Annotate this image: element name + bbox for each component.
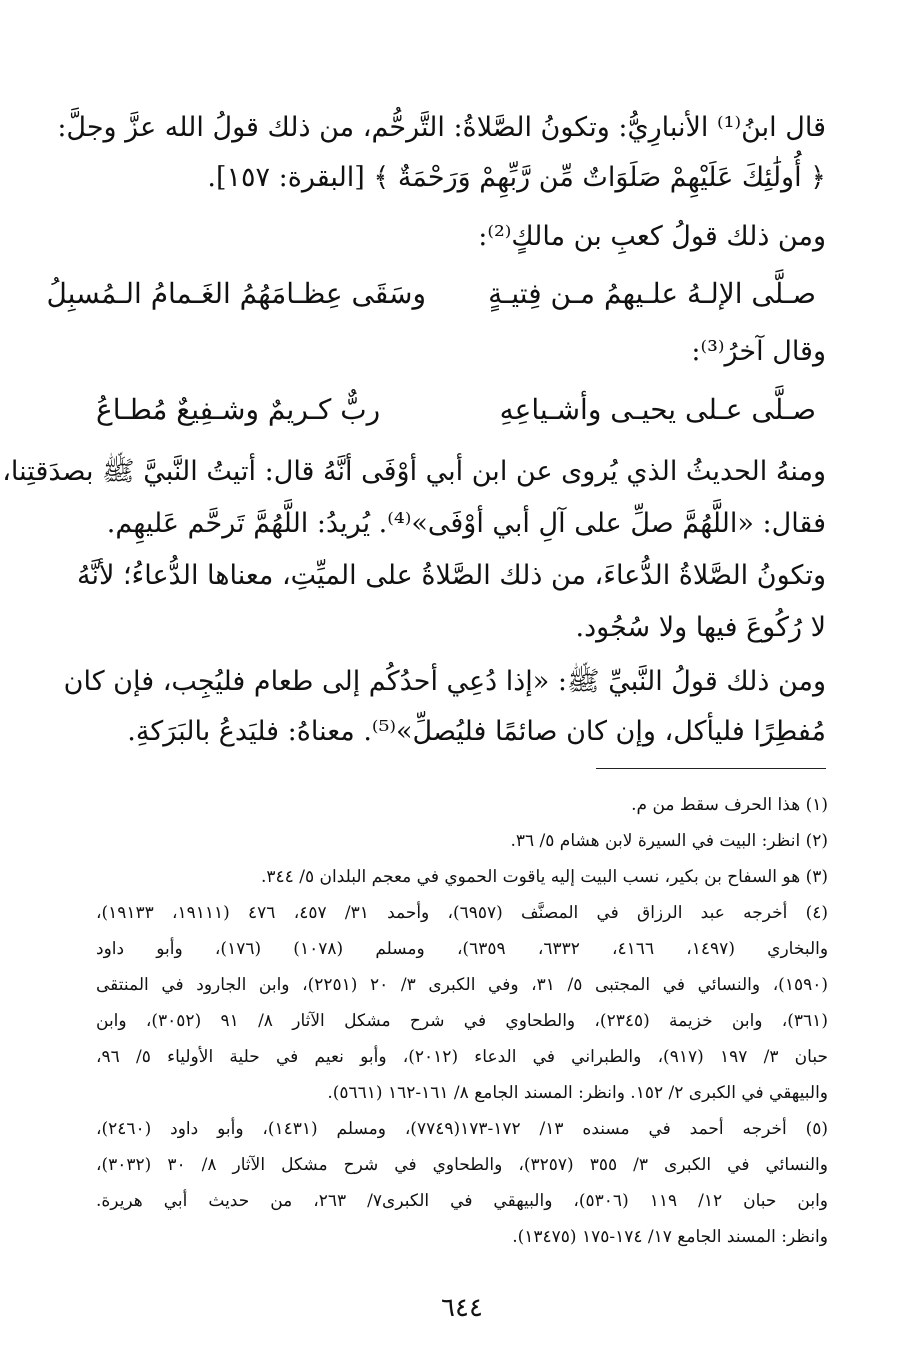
footnote-line: والنسائي في الكبرى ٣/ ٣٥٥ (٣٢٥٧)، والطحاوي في شرح مشكل الآثار ٨/ ٣٠ (٣٠٣٢)، xyxy=(96,1155,828,1175)
footnote-line: (٥) أخرجه أحمد في مسنده ١٣/ ١٧٢-١٧٣(٧٧٤٩)، ومسلم (١٤٣١)، وأبو داود (٢٤٦٠)، xyxy=(96,1119,829,1139)
footnote-line: (٣٦١)، وابن خزيمة (٢٣٤٥)، والطحاوي في شرح مشكل الآثار ٨/ ٩١ (٣٠٥٢)، وابن xyxy=(96,1011,828,1031)
body-line: وتكونُ الصَّلاةُ الدُّعاءَ، من ذلك الصَّلاةُ على الميِّتِ، معناها الدُّعاءُ؛ لأنَّهُ xyxy=(76,560,826,591)
body-line: ومن ذلك قولُ كعبِ بن مالكٍ⁽²⁾: xyxy=(478,221,826,252)
footnote-line: والبخاري (١٤٩٧، ٤١٦٦، ٦٣٣٢، ٦٣٥٩)، ومسلم (١٠٧٨) (١٧٦)، وأبو داود xyxy=(96,939,829,959)
body-line: فقال: «اللَّهُمَّ صلِّ على آلِ أبي أوْفَى»⁽⁴⁾. يُريدُ: اللَّهُمَّ تَرحَّم عَليهِم. xyxy=(106,508,826,539)
footnote-line: وابن حبان ١٢/ ١١٩ (٥٣٠٦)، والبيهقي في الكبرى٧/ ٢٦٣، من حديث أبي هريرة. xyxy=(96,1191,829,1211)
footnote-line: حبان ٣/ ١٩٧ (٩١٧)، والطبراني في الدعاء (٢٠١٢)، وأبو نعيم في حلية الأولياء ٥/ ٩٦، xyxy=(96,1047,828,1067)
quran-verse-line: ﴿ أُولَٰئِكَ عَلَيْهِمْ صَلَوَاتٌ مِّن رَّبِّهِمْ وَرَحْمَةٌ ﴾ [البقرة: ١٥٧]. xyxy=(207,162,826,193)
footnote-line: (١) هذا الحرف سقط من م. xyxy=(631,795,828,815)
footnote-separator xyxy=(596,768,826,769)
poetry-hemistich-right: صـلَّى الإلـهُ علـيهمُ مـن فِتيـةٍ xyxy=(488,277,816,310)
body-line: لا رُكُوعَ فيها ولا سُجُود. xyxy=(575,612,826,643)
poetry-hemistich-left: ربٌّ كـريمٌ وشـفِيعٌ مُطـاعُ xyxy=(96,393,381,426)
body-line: ومن ذلك قولُ النَّبيِّ ﷺ: «إذا دُعِي أحدُكُم إلى طعام فليُجِب، فإن كان xyxy=(63,666,826,697)
footnote-line: (٤) أخرجه عبد الرزاق في المصنَّف (٦٩٥٧)، وأحمد ٣١/ ٤٥٧، ٤٧٦ (١٩١١١، ١٩١٣٣)، xyxy=(96,903,828,923)
body-line: قال ابنُ⁽¹⁾ الأنبارِيُّ: وتكونُ الصَّلاةُ: التَّرحُّم، من ذلك قولُ الله عزَّ وجلَّ: xyxy=(57,112,826,143)
poetry-hemistich-right: صـلَّى عـلى يحيـى وأشـياعِهِ xyxy=(499,393,816,426)
footnote-line: وانظر: المسند الجامع ١٧/ ١٧٤-١٧٥ (١٣٤٧٥). xyxy=(512,1227,828,1247)
footnote-line: (٢) انظر: البيت في السيرة لابن هشام ٥/ ٣٦. xyxy=(510,831,828,851)
page-number: ٦٤٤ xyxy=(441,1293,483,1323)
poetry-hemistich-left: وسَقَى عِظـامَهُمُ الغَـمامُ الـمُسبِلُ xyxy=(46,277,426,310)
footnote-line: (١٥٩٠)، والنسائي في المجتبى ٥/ ٣١، وفي الكبرى ٣/ ٢٠ (٢٢٥١)، وابن الجارود في المنتقى xyxy=(96,975,828,995)
footnote-line: (٣) هو السفاح بن بكير، نسب البيت إليه ياقوت الحموي في معجم البلدان ٥/ ٣٤٤. xyxy=(260,867,828,887)
body-line: ومنهُ الحديثُ الذي يُروى عن ابن أبي أوْفَى أنَّهُ قال: أتيتُ النَّبيَّ ﷺ بصدَقتِنا، xyxy=(2,456,826,487)
body-line: وقال آخرُ⁽³⁾: xyxy=(691,336,826,367)
footnote-line: والبيهقي في الكبرى ٢/ ١٥٢. وانظر: المسند الجامع ٨/ ١٦١-١٦٢ (٥٦٦١). xyxy=(327,1083,828,1103)
body-line: مُفطِرًا فليأكل، وإن كان صائمًا فليُصلِّ»⁽⁵⁾. معناهُ: فليَدعُ بالبَرَكةِ. xyxy=(127,716,826,747)
